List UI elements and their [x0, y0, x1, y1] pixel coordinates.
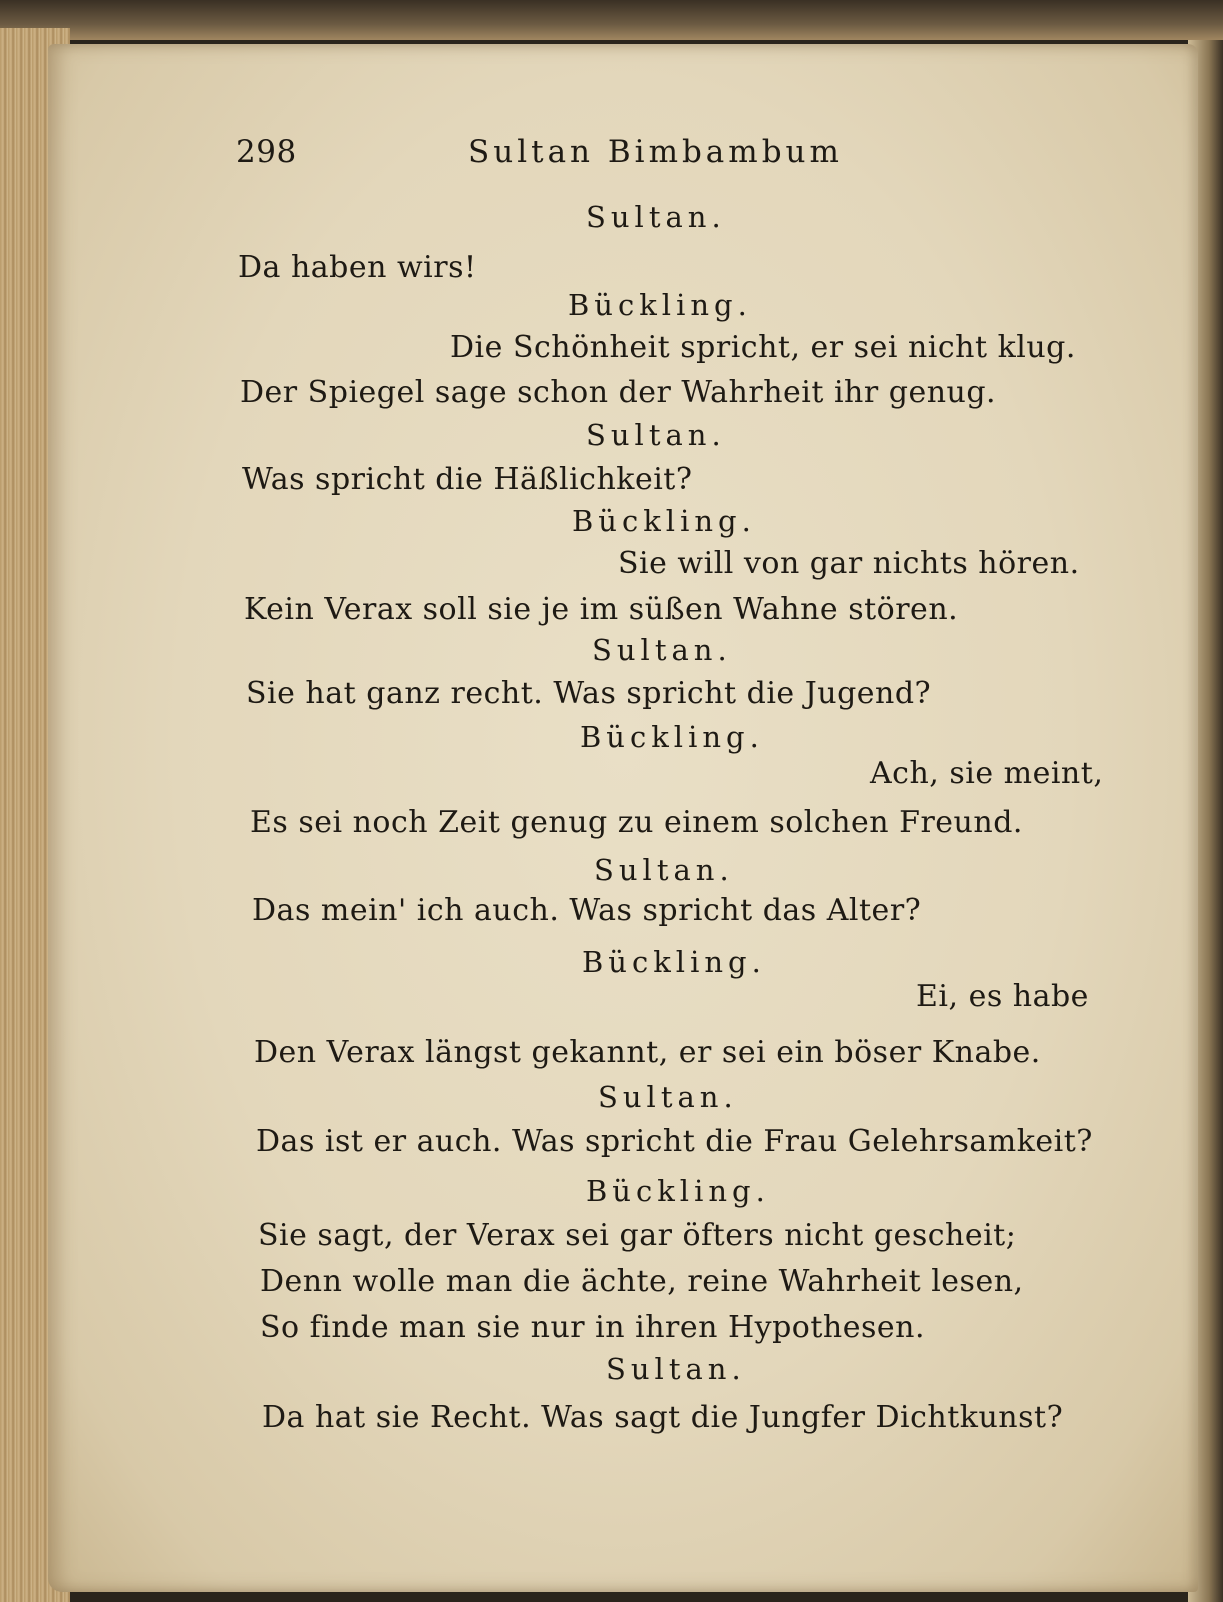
page-number: 298 [236, 134, 297, 170]
verse-line: Den Verax längst gekannt, er sei ein böser Knabe. [254, 1035, 1041, 1070]
speaker-label: Sultan. [586, 200, 726, 234]
speaker-label: Bückling. [580, 720, 764, 754]
speaker-label: Sultan. [592, 633, 732, 667]
verse-line: Was spricht die Häßlichkeit? [242, 462, 693, 497]
verse-line: Da haben wirs! [238, 250, 477, 285]
verse-line: Der Spiegel sage schon der Wahrheit ihr genug. [240, 375, 997, 410]
verse-line: Das ist er auch. Was spricht die Frau Gelehrsamkeit? [256, 1124, 1093, 1159]
verse-line: Ach, sie meint, [870, 756, 1104, 791]
verse-line: Die Schönheit spricht, er sei nicht klug. [450, 330, 1076, 365]
speaker-label: Sultan. [598, 1080, 738, 1114]
verse-line: Da hat sie Recht. Was sagt die Jungfer Dichtkunst? [262, 1400, 1064, 1435]
running-title: Sultan Bimbambum [468, 134, 843, 170]
verse-line: Sie hat ganz recht. Was spricht die Jugend? [246, 676, 932, 711]
verse-line: So finde man sie nur in ihren Hypothesen. [260, 1310, 925, 1345]
speaker-label: Sultan. [606, 1352, 746, 1386]
book-top-edge [0, 0, 1223, 40]
speaker-label: Bückling. [586, 1174, 770, 1208]
speaker-label: Bückling. [568, 288, 752, 322]
speaker-label: Sultan. [586, 418, 726, 452]
verse-line: Denn wolle man die ächte, reine Wahrheit lesen, [260, 1264, 1024, 1299]
verse-line: Es sei noch Zeit genug zu einem solchen Freund. [250, 805, 1023, 840]
speaker-label: Sultan. [594, 853, 734, 887]
verse-line: Ei, es habe [916, 979, 1089, 1014]
speaker-label: Bückling. [582, 945, 766, 979]
speaker-label: Bückling. [572, 504, 756, 538]
verse-line: Sie will von gar nichts hören. [618, 546, 1080, 581]
verse-line: Sie sagt, der Verax sei gar öfters nicht gescheit; [258, 1218, 1017, 1253]
verse-line: Kein Verax soll sie je im süßen Wahne stören. [244, 592, 959, 627]
verse-line: Das mein' ich auch. Was spricht das Alter? [252, 893, 922, 928]
